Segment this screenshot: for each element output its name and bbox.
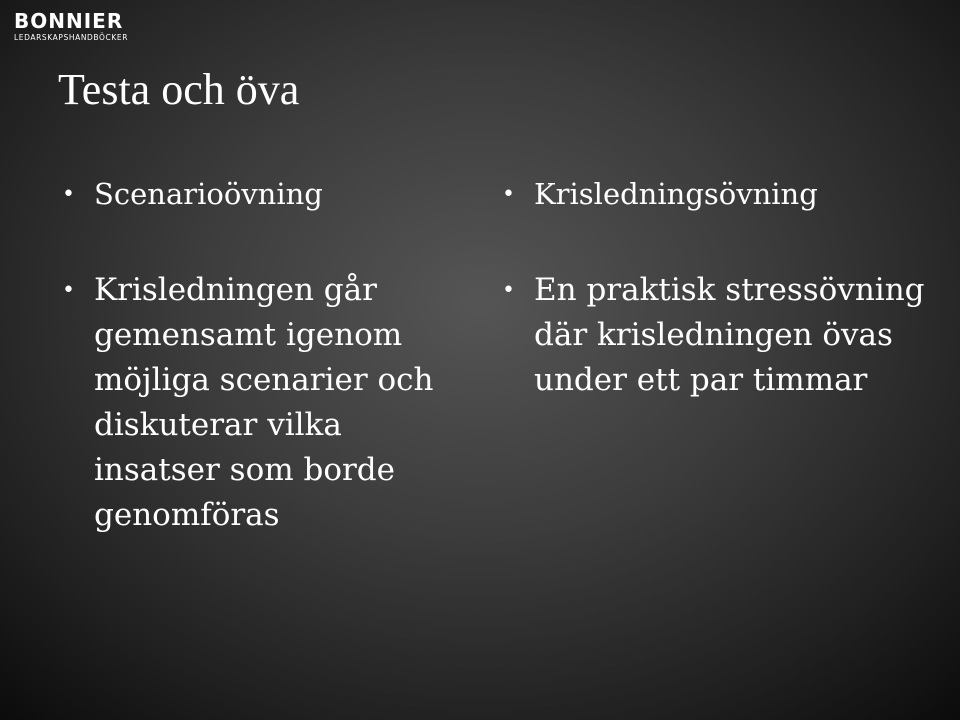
left-body-item xyxy=(58,268,458,538)
right-column xyxy=(498,172,938,403)
right-body: En praktisk stressövning där krisledningen övas under ett par timmar xyxy=(534,272,925,398)
bullet-icon: • xyxy=(62,278,75,303)
left-column xyxy=(58,172,458,538)
logo-subtitle: LEDARSKAPSHANDBÖCKER xyxy=(14,33,129,42)
left-body: Krisledningen går gemensamt igenom möjliga scenarier och diskuterar vilka insatser som borde genomföras xyxy=(94,272,434,533)
logo-name: BONNIER xyxy=(14,9,124,33)
bullet-icon: • xyxy=(502,278,515,303)
right-body-item xyxy=(498,268,938,403)
left-heading: Scenarioövning xyxy=(94,177,323,211)
bonnier-logo xyxy=(14,10,128,43)
bullet-icon: • xyxy=(62,182,75,207)
right-heading-item xyxy=(498,172,938,268)
left-heading-item xyxy=(58,172,458,268)
right-heading: Krisledningsövning xyxy=(534,177,818,211)
slide-title: Testa och öva xyxy=(58,65,300,114)
bullet-icon: • xyxy=(502,182,515,207)
